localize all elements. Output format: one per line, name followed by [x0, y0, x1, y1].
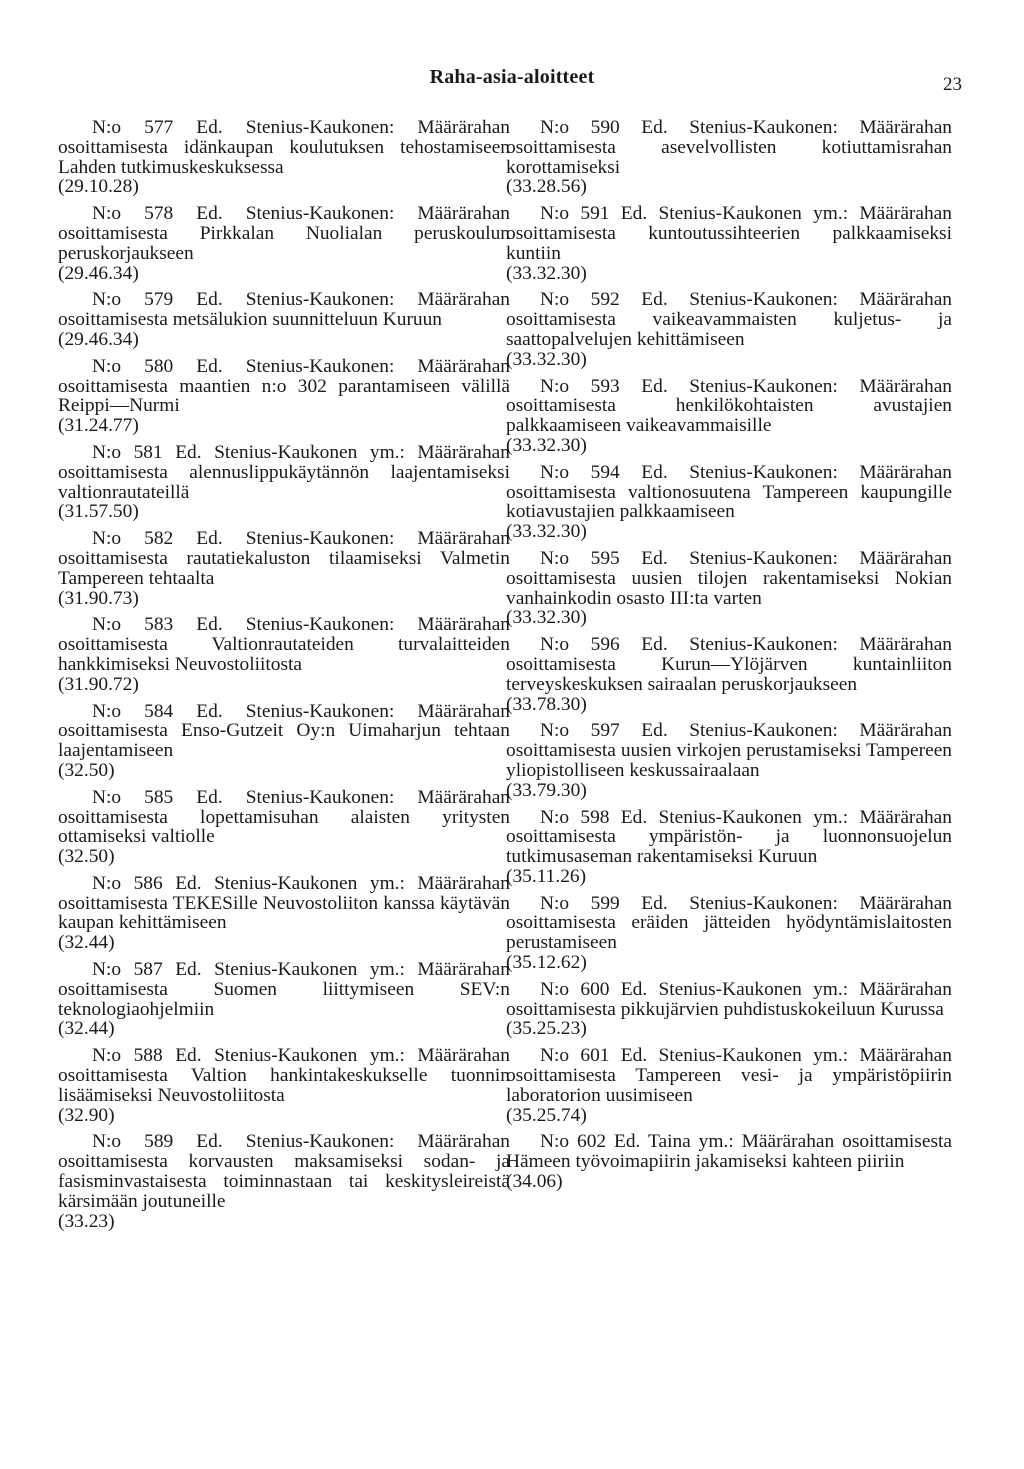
motion-text: N:o 589 Ed. Stenius-Kaukonen: Määrärahan osoittamisesta korvausten maksamiseksi sodan- ja fasisminvastaisesta toiminnastaan tai keskitysleireistä kärsimään joutuneille [58, 1131, 510, 1212]
motion-entry [506, 1046, 952, 1125]
budget-item-code: (29.46.34) [58, 262, 139, 284]
motion-entry [58, 874, 510, 953]
motion-entry [58, 788, 510, 867]
motion-text: N:o 582 Ed. Stenius-Kaukonen: Määrärahan osoittamisesta rautatiekaluston tilaamiseksi Valmetin Tampereen tehtaalta [58, 528, 510, 589]
motion-text: N:o 597 Ed. Stenius-Kaukonen: Määrärahan osoittamisesta uusien virkojen perustamiseksi Tampereen yliopistolliseen keskussairaalaan [506, 720, 952, 781]
motion-entry [58, 1046, 510, 1125]
budget-item-code: (33.23) [58, 1210, 115, 1232]
motion-text: N:o 595 Ed. Stenius-Kaukonen: Määrärahan osoittamisesta uusien tilojen rakentamiseksi Nokian vanhainkodin osasto III:ta varten [506, 547, 952, 609]
right-column [506, 118, 952, 1199]
motion-text: N:o 599 Ed. Stenius-Kaukonen: Määrärahan osoittamisesta eräiden jätteiden hyödyntämislaitosten perustamiseen [506, 892, 952, 954]
motion-entry [58, 443, 510, 522]
motion-entry [506, 290, 952, 369]
motion-entry [506, 980, 952, 1039]
budget-item-code: (33.79.30) [506, 779, 587, 801]
motion-entry [506, 377, 952, 456]
budget-item-code: (32.50) [58, 759, 115, 781]
budget-item-code: (34.06) [506, 1171, 563, 1193]
motion-entry [506, 721, 952, 800]
motion-entry [506, 204, 952, 283]
motion-entry [506, 894, 952, 973]
motion-entry [58, 960, 510, 1039]
budget-item-code: (35.12.62) [506, 952, 587, 974]
motion-text: N:o 583 Ed. Stenius-Kaukonen: Määrärahan osoittamisesta Valtionrautateiden turvalaitteiden hankkimiseksi Neuvostoliitosta [58, 614, 510, 675]
budget-item-code: (33.32.30) [506, 348, 587, 370]
motion-text: N:o 585 Ed. Stenius-Kaukonen: Määrärahan osoittamisesta lopettamisuhan alaisten yritysten ottamiseksi valtiolle [58, 786, 510, 848]
motion-entry [58, 290, 510, 349]
motion-text: N:o 598 Ed. Stenius-Kaukonen ym.: Määrärahan osoittamisesta ympäristön- ja luonnonsuojelun tutkimusaseman rakentamiseksi Kuruun [506, 806, 952, 868]
motion-entry [58, 702, 510, 781]
motion-entry [506, 118, 952, 197]
motion-text: N:o 588 Ed. Stenius-Kaukonen ym.: Määrärahan osoittamisesta Valtion hankintakeskukselle tuonnin lisäämiseksi Neuvostoliitosta [58, 1045, 510, 1106]
motion-text: N:o 579 Ed. Stenius-Kaukonen: Määrärahan osoittamisesta metsälukion suunnitteluun Kuruun [58, 289, 510, 331]
budget-item-code: (31.57.50) [58, 501, 139, 523]
motion-text: N:o 590 Ed. Stenius-Kaukonen: Määrärahan osoittamisesta asevelvollisten kotiuttamisrahan korottamiseksi [506, 117, 952, 178]
motion-text: N:o 587 Ed. Stenius-Kaukonen ym.: Määrärahan osoittamisesta Suomen liittymiseen SEV:n teknologiaohjelmiin [58, 959, 510, 1020]
motion-entry [58, 357, 510, 436]
motion-entry [506, 549, 952, 628]
motion-text: N:o 600 Ed. Stenius-Kaukonen ym.: Määrärahan osoittamisesta pikkujärvien puhdistuskokeiluun Kurussa [506, 978, 952, 1020]
budget-item-code: (32.50) [58, 846, 115, 868]
motion-text: N:o 594 Ed. Stenius-Kaukonen: Määrärahan osoittamisesta valtionosuutena Tampereen kaupungille kotiavustajien palkkaamiseen [506, 461, 952, 523]
motion-text: N:o 593 Ed. Stenius-Kaukonen: Määrärahan osoittamisesta henkilökohtaisten avustajien palkkaamiseen vaikeavammaisille [506, 375, 952, 437]
running-header-title: Raha-asia-aloitteet [429, 66, 595, 88]
motion-text: N:o 580 Ed. Stenius-Kaukonen: Määrärahan osoittamisesta maantien n:o 302 parantamiseen välillä Reippi—Nurmi [58, 355, 510, 417]
motion-entry [58, 529, 510, 608]
budget-item-code: (32.44) [58, 1018, 115, 1040]
budget-item-code: (33.32.30) [506, 521, 587, 543]
budget-item-code: (35.25.74) [506, 1104, 587, 1126]
motion-text: N:o 577 Ed. Stenius-Kaukonen: Määrärahan osoittamisesta idänkaupan koulutuksen tehostamiseen Lahden tutkimuskeskuksessa [58, 117, 510, 178]
budget-item-code: (33.32.30) [506, 434, 587, 456]
motion-entry [58, 615, 510, 694]
budget-item-code: (32.44) [58, 932, 115, 954]
motion-text: N:o 591 Ed. Stenius-Kaukonen ym.: Määrärahan osoittamisesta kuntoutussihteerien palkkaamiseksi kuntiin [506, 203, 952, 264]
motion-text: N:o 601 Ed. Stenius-Kaukonen ym.: Määrärahan osoittamisesta Tampereen vesi- ja ympäristöpiirin laboratorion uusimiseen [506, 1045, 952, 1106]
motion-text: N:o 596 Ed. Stenius-Kaukonen: Määrärahan osoittamisesta Kurun—Ylöjärven kuntainliiton terveyskeskuksen sairaalan peruskorjaukseen [506, 634, 952, 695]
motion-text: N:o 586 Ed. Stenius-Kaukonen ym.: Määrärahan osoittamisesta TEKESille Neuvostoliiton kanssa käytävän kaupan kehittämiseen [58, 872, 510, 934]
motion-entry [58, 1132, 510, 1231]
motion-entry [506, 808, 952, 887]
motion-text: N:o 592 Ed. Stenius-Kaukonen: Määrärahan osoittamisesta vaikeavammaisten kuljetus- ja saattopalvelujen kehittämiseen [506, 289, 952, 350]
page-number: 23 [943, 74, 962, 95]
motion-text: N:o 581 Ed. Stenius-Kaukonen ym.: Määrärahan osoittamisesta alennuslippukäytännön laajentamiseksi valtionrautateillä [58, 441, 510, 503]
budget-item-code: (29.46.34) [58, 328, 139, 350]
budget-item-code: (31.90.72) [58, 673, 139, 695]
motion-entry [506, 463, 952, 542]
budget-item-code: (32.90) [58, 1104, 115, 1126]
budget-item-code: (33.78.30) [506, 693, 587, 715]
motion-text: N:o 602 Ed. Taina ym.: Määrärahan osoittamisesta Hämeen työvoimapiirin jakamiseksi kahteen piiriin [506, 1131, 952, 1173]
motion-text: N:o 578 Ed. Stenius-Kaukonen: Määrärahan osoittamisesta Pirkkalan Nuolialan peruskoulun peruskorjaukseen [58, 203, 510, 264]
budget-item-code: (33.32.30) [506, 607, 587, 629]
motion-entry [58, 204, 510, 283]
motion-entry [58, 118, 510, 197]
budget-item-code: (31.24.77) [58, 415, 139, 437]
budget-item-code: (33.28.56) [506, 176, 587, 198]
motion-entry [506, 635, 952, 714]
budget-item-code: (35.11.26) [506, 865, 587, 887]
motion-entry [506, 1132, 952, 1191]
budget-item-code: (31.90.73) [58, 587, 139, 609]
budget-item-code: (35.25.23) [506, 1018, 587, 1040]
motion-text: N:o 584 Ed. Stenius-Kaukonen: Määrärahan osoittamisesta Enso-Gutzeit Oy:n Uimaharjun tehtaan laajentamiseen [58, 700, 510, 762]
budget-item-code: (29.10.28) [58, 176, 139, 198]
left-column [58, 118, 510, 1238]
budget-item-code: (33.32.30) [506, 262, 587, 284]
